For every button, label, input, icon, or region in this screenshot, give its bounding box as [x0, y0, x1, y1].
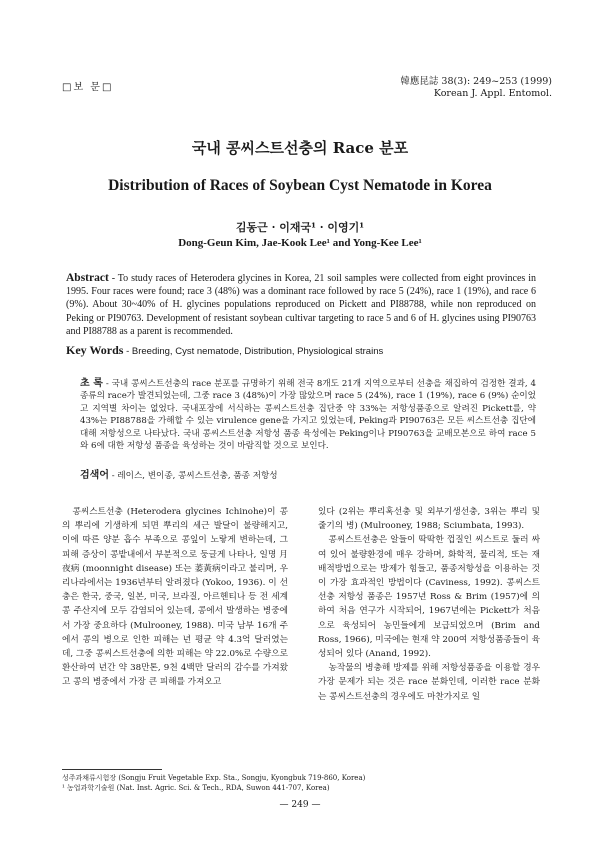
body-paragraph: 농작물의 병충해 방제를 위해 저항성품종을 이용할 경우 가장 문제가 되는 것은 race 분화인데, 이러한 race 분화는 콩씨스트선충의 경우에도 마찬가지로 일: [318, 663, 540, 702]
korean-abstract-label: 초 록: [80, 378, 103, 389]
footnote-divider: [62, 769, 162, 770]
korean-keywords: [80, 466, 536, 481]
keywords-text: - Breeding, Cyst nematode, Distribution, Physiological strains: [123, 346, 384, 357]
footnotes: [62, 773, 532, 793]
journal-citation-line2: Korean J. Appl. Entomol.: [433, 88, 552, 99]
footnote-affiliation-2: ¹ 농업과학기술원 (Nat. Inst. Agric. Sci. & Tech., RDA, Suwon 441-707, Korea): [62, 784, 330, 792]
article-type-label: □보 문□: [62, 82, 114, 93]
korean-abstract-text: - 국내 콩씨스트선충의 race 분포를 규명하기 위해 전국 8개도 21개 지역으로부터 선충을 채집하여 검정한 결과, 4종류의 race가 발견되었는데, 그중 race 3 (48%)이 가장 많았으며 race 5 (24%), race 1 (19%), race 6 (9%) 순이었고 지역별 차이는 없었다. 국내포장에 서식하는 콩씨스트선충 집단중 약 33%는 저항성품종으로 알려진 Pickett를, 약 43%는 PI88788을 가해할 수 있는 virulence gene을 가지고 있었는데, Peking과 PI90763은 모든 씨스트선충 집단에 대해 저항성으로 나타났다. 국내 콩씨스트선충 저항성 품종 육성에는 Peking이나 PI90763을 교배모본으로 하여 race 5와 6에 대한 저항성 품종을 육성하는 것이 바람직할 것으로 보인다.: [80, 379, 536, 452]
authors-english: Dong-Geun Kim, Jae-Kook Lee¹ and Yong-Kee Lee¹: [178, 237, 422, 249]
body-column-right: [318, 505, 540, 704]
authors-korean: 김동근 · 이재국¹ · 이영기¹: [235, 221, 365, 234]
korean-keywords-text: - 레이스, 변이종, 콩씨스트선충, 품종 저항성: [108, 471, 278, 481]
title-english: Distribution of Races of Soybean Cyst Nematode in Korea: [108, 177, 492, 194]
journal-citation: [400, 76, 552, 100]
korean-keywords-label: 검색어: [80, 470, 109, 481]
footnote-affiliation-1: 성주과채류시험장 (Songju Fruit Vegetable Exp. Sta., Songju, Kyongbuk 719-860, Korea): [62, 774, 366, 782]
keywords-label: Key Words: [66, 343, 124, 357]
body-paragraph: 있다 (2위는 뿌리혹선충 및 외부기생선충, 3위는 뿌리 및 줄기의 병) (Mulrooney, 1988; Sciumbata, 1993).: [318, 507, 540, 532]
title-korean: 국내 콩씨스트선충의 Race 분포: [191, 139, 409, 157]
korean-abstract: [80, 378, 536, 452]
page-number: — 249 —: [279, 800, 321, 810]
abstract-text: - To study races of Heterodera glycines in Korea, 21 soil samples were collected from eight provinces in 1995. Four races were found; race 3 (48%) was a dominant race followed by race 5 (24%), race 1 (19%), and race 6 (9%). About 30~40% of H. glycines populations reproduced on Pickett and PI88788, while non reproduced on Peking or PI90763. Development of resistant soybean cultivar targeting to race 5 and 6 of H. glycines using PI90763 and PI88788 as a parent is recommended.: [66, 273, 536, 337]
body-paragraph: 콩씨스트선충 (Heterodera glycines Ichinohe)이 콩의 뿌리에 기생하게 되면 뿌리의 세근 발달이 불량해지고, 이에 따른 양분 흡수 부족으로 콩잎이 노랗게 변하는데, 그 피해 증상이 콩밭내에서 부분적으로 둥글게 나타나, 일명 月夜病 (moonnight disease) 또는 萎黃病이라고 불리며, 우리나라에서는 1936년부터 알려졌다 (Yokoo, 1936). 이 선충은 한국, 중국, 일본, 미국, 브라질, 아르헨티나 등 전 세계 콩 주산지에 모두 감염되어 있는데, 콩에서 발생하는 병중에서 가장 중요하다 (Mulrooney, 1988). 미국 남부 16개 주에서 콩의 병으로 인한 피해는 년 평균 약 4.3억 달러였는데, 그중 콩씨스트선충에 의한 피해는 약 22.0%로 수량으로 환산하여 년간 약 38만톤, 9천 4백만 달러의 감수를 가져왔고 콩의 병중에서 가장 큰 피해를 가져오고: [62, 507, 288, 688]
keywords: [66, 343, 536, 358]
abstract-label: Abstract: [66, 272, 109, 284]
journal-citation-line1: 韓應昆誌 38(3): 249~253 (1999): [400, 76, 552, 87]
body-column-left: [62, 505, 288, 690]
body-paragraph: 콩씨스트선충은 알들이 딱딱한 껍질인 씨스트로 둘러 싸여 있어 불량환경에 매우 강하며, 화학적, 물리적, 또는 재배적방법으로는 방제가 힘들고, 품종저항성을 이용하는 것이 가장 효과적인 방법이다 (Caviness, 1992). 콩씨스트선충 저항성 품종은 1957년 Ross & Brim (1957)에 의하여 처음 연구가 시작되어, 1967년에는 Pickett가 처음으로 육성되어 농민들에게 보급되었으며 (Brim and Ross, 1966), 미국에는 현재 약 200여 저항성품종들이 육성되어 있다 (Anand, 1992).: [318, 535, 540, 660]
abstract: [66, 272, 536, 338]
